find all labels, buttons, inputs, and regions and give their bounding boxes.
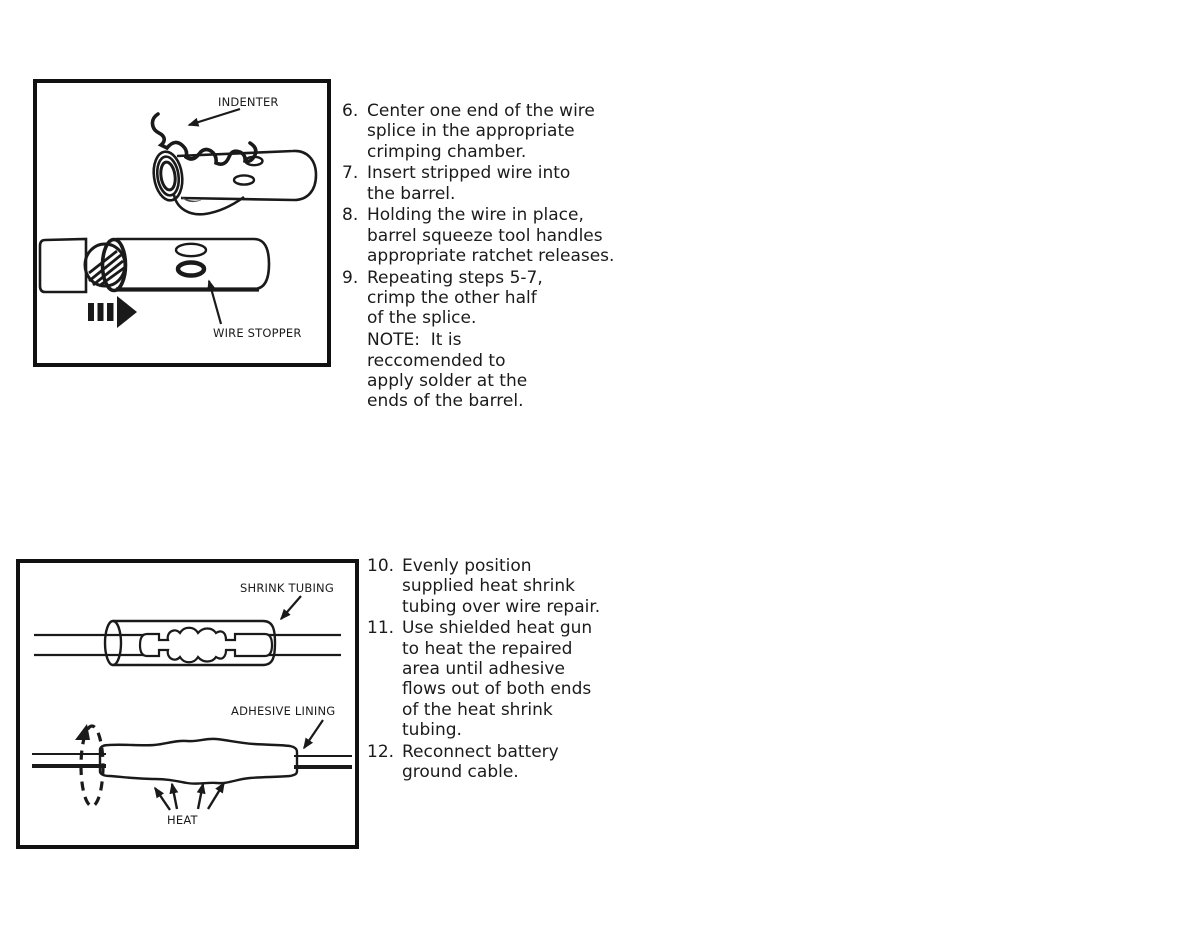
item-text: crimp the other half	[367, 288, 537, 309]
item-text: Use shielded heat gun	[402, 618, 593, 639]
shrink-tubing-arrow	[281, 596, 301, 619]
item-text: the barrel.	[367, 183, 456, 204]
item-text: barrel squeeze tool handles	[367, 225, 603, 246]
item-number: 11.	[367, 618, 395, 639]
instruction-item	[367, 618, 697, 740]
crimped-splice	[140, 628, 272, 663]
figure-crimping-box	[33, 79, 331, 367]
item-number: 7.	[342, 163, 359, 184]
insert-direction-icon	[88, 296, 137, 328]
item-text: Evenly position	[402, 556, 532, 576]
instruction-item	[342, 268, 672, 329]
shrunk-tubing	[100, 739, 297, 784]
item-number: 9.	[342, 267, 359, 288]
inspection-hole	[176, 244, 206, 256]
item-text: Repeating steps 5-7,	[367, 267, 543, 288]
instruction-item	[367, 742, 697, 783]
item-text: of the splice.	[367, 308, 477, 329]
note-text: ends of the barrel.	[367, 391, 524, 412]
item-text: supplied heat shrink	[402, 576, 575, 597]
note-text: NOTE: It is	[367, 330, 462, 351]
item-text: Reconnect battery	[402, 741, 559, 762]
figure-heat-shrink-box	[16, 559, 359, 849]
item-text: appropriate ratchet releases.	[367, 246, 615, 267]
item-number: 12.	[367, 741, 395, 762]
item-text: Holding the wire in place,	[367, 205, 584, 226]
item-text: flows out of both ends	[402, 679, 592, 700]
item-text: splice in the appropriate	[367, 121, 575, 142]
indenter-label: INDENTER	[218, 95, 279, 109]
note-text: apply solder at the	[367, 370, 528, 391]
note-block	[342, 330, 672, 411]
wire-stopper-hole	[178, 263, 204, 276]
splice-barrel-lower	[40, 239, 269, 292]
instruction-item	[342, 205, 672, 266]
instruction-item	[367, 556, 697, 617]
heat-label: HEAT	[167, 813, 198, 827]
item-text: of the heat shrink	[402, 699, 553, 720]
crimping-diagram	[37, 83, 327, 363]
item-number: 6.	[342, 101, 359, 121]
item-number: 10.	[367, 556, 395, 576]
item-text: Insert stripped wire into	[367, 163, 571, 184]
wire-insulation	[40, 239, 86, 292]
item-text: crimping chamber.	[367, 141, 527, 162]
item-text: tubing over wire repair.	[402, 596, 601, 617]
wire-stopper-label: WIRE STOPPER	[213, 326, 302, 340]
splice-barrel-upper	[151, 150, 316, 215]
note-text: reccomended to	[367, 350, 506, 371]
indenter-arrow	[189, 109, 240, 125]
item-number: 8.	[342, 205, 359, 226]
tubing-over-splice	[34, 621, 341, 665]
adhesive-lining-label: ADHESIVE LINING	[231, 704, 336, 718]
instructions-crimping	[342, 101, 672, 413]
shrunk-tubing-assembly	[32, 724, 352, 806]
item-text: ground cable.	[402, 761, 519, 782]
heat-shrink-diagram	[20, 563, 355, 845]
instruction-item	[342, 101, 672, 162]
shrink-tubing-label: SHRINK TUBING	[240, 581, 334, 595]
item-text: tubing.	[402, 719, 462, 740]
instructions-heat-shrink	[367, 556, 697, 784]
instruction-item	[342, 163, 672, 204]
adhesive-lining-arrow	[304, 720, 323, 748]
item-text: area until adhesive	[402, 658, 565, 679]
item-text: to heat the repaired	[402, 638, 573, 659]
heat-arrows	[155, 783, 224, 810]
item-text: Center one end of the wire	[367, 101, 595, 121]
